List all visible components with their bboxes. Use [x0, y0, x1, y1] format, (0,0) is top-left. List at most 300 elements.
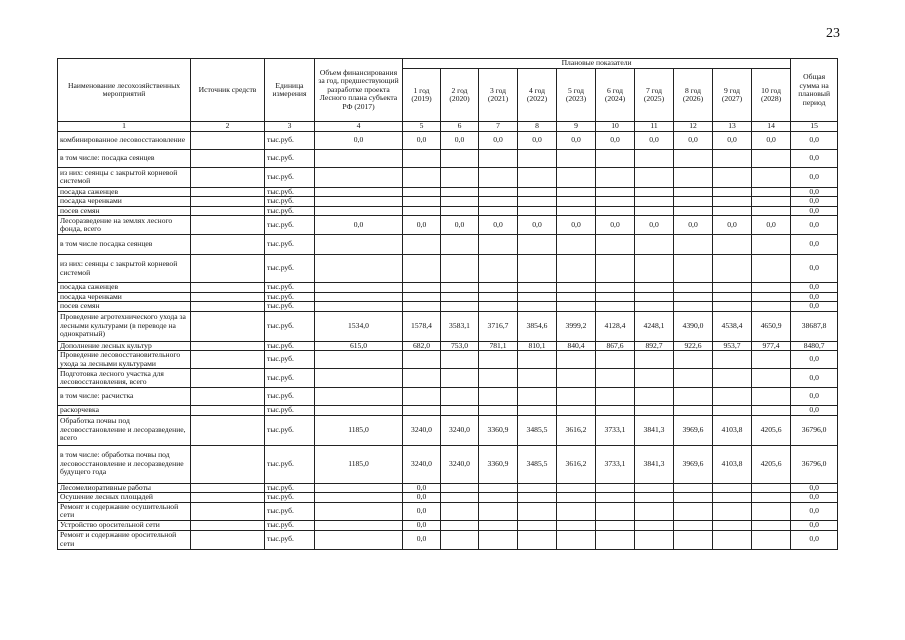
- header-funding-source: Источник средств: [191, 59, 265, 122]
- funding-source: [191, 415, 265, 445]
- year-value: [557, 406, 596, 416]
- activity-name: Ремонт и содержание осушительной сети: [58, 502, 191, 520]
- year-value: [557, 187, 596, 197]
- year-value: [713, 502, 752, 520]
- activity-name: Дополнение лесных культур: [58, 341, 191, 351]
- year-value: [479, 197, 518, 207]
- year-value: [479, 520, 518, 530]
- total-value: 0,0: [791, 493, 838, 503]
- year-value: [674, 197, 713, 207]
- year-value: [518, 483, 557, 493]
- year-value: 1578,4: [403, 311, 441, 341]
- year-value: [441, 197, 479, 207]
- column-number: 3: [265, 122, 315, 132]
- year-value: [752, 283, 791, 293]
- year-value: [441, 502, 479, 520]
- year-value: [596, 483, 635, 493]
- year-value: [713, 302, 752, 312]
- year-value: [518, 149, 557, 167]
- year-value: 682,0: [403, 341, 441, 351]
- funding-source: [191, 255, 265, 283]
- base-year-volume: 0,0: [315, 216, 403, 235]
- year-value: [752, 235, 791, 255]
- year-value: [518, 283, 557, 293]
- unit-cell: тыс.руб.: [265, 302, 315, 312]
- unit-cell: тыс.руб.: [265, 351, 315, 369]
- total-value: 0,0: [791, 369, 838, 388]
- year-value: [441, 406, 479, 416]
- base-year-volume: [315, 235, 403, 255]
- year-value: [441, 530, 479, 549]
- activity-name: посадка черенками: [58, 197, 191, 207]
- header-base-year-volume: Объем финансирования за год, предшествующий разработке проекта Лесного плана субъекта РФ (2017): [315, 59, 403, 122]
- funding-source: [191, 520, 265, 530]
- year-value: [557, 206, 596, 216]
- activity-name: из них: сеянцы с закрытой корневой системой: [58, 167, 191, 187]
- year-value: [557, 493, 596, 503]
- unit-cell: тыс.руб.: [265, 206, 315, 216]
- year-value: [596, 149, 635, 167]
- year-value: 4650,9: [752, 311, 791, 341]
- year-value: [557, 530, 596, 549]
- table-row: [58, 341, 838, 351]
- year-value: [674, 369, 713, 388]
- year-value: [596, 369, 635, 388]
- year-value: [752, 187, 791, 197]
- year-value: [674, 149, 713, 167]
- year-value: 0,0: [518, 216, 557, 235]
- year-value: [479, 187, 518, 197]
- year-value: [752, 388, 791, 406]
- year-value: 3240,0: [403, 415, 441, 445]
- year-value: [557, 292, 596, 302]
- funding-source: [191, 149, 265, 167]
- year-value: [557, 197, 596, 207]
- year-value: [479, 388, 518, 406]
- year-value: [635, 530, 674, 549]
- year-value: 840,4: [557, 341, 596, 351]
- year-value: [557, 167, 596, 187]
- base-year-volume: [315, 255, 403, 283]
- base-year-volume: [315, 302, 403, 312]
- year-value: [752, 206, 791, 216]
- year-value: [518, 520, 557, 530]
- year-value: [674, 283, 713, 293]
- base-year-volume: [315, 520, 403, 530]
- activity-name: в том числе посадка сеянцев: [58, 235, 191, 255]
- year-value: 3969,6: [674, 445, 713, 483]
- year-value: [441, 520, 479, 530]
- total-value: 0,0: [791, 167, 838, 187]
- year-value: [518, 502, 557, 520]
- unit-cell: тыс.руб.: [265, 235, 315, 255]
- year-value: [596, 255, 635, 283]
- year-value: 0,0: [403, 131, 441, 149]
- funding-source: [191, 502, 265, 520]
- year-value: [635, 149, 674, 167]
- year-value: [479, 283, 518, 293]
- year-value: [674, 483, 713, 493]
- year-value: [518, 197, 557, 207]
- year-value: 0,0: [403, 216, 441, 235]
- year-value: 0,0: [403, 520, 441, 530]
- header-year: 5 год (2023): [557, 69, 596, 122]
- funding-source: [191, 206, 265, 216]
- year-value: [752, 520, 791, 530]
- year-value: [596, 197, 635, 207]
- year-value: [441, 351, 479, 369]
- table-row: [58, 445, 838, 483]
- year-value: [635, 406, 674, 416]
- table-row: [58, 302, 838, 312]
- year-value: [674, 167, 713, 187]
- year-value: [596, 520, 635, 530]
- activity-name: Проведение агротехнического ухода за лесными культурами (в переводе на однократный): [58, 311, 191, 341]
- table-row: [58, 216, 838, 235]
- year-value: 0,0: [403, 502, 441, 520]
- table-row: [58, 388, 838, 406]
- year-value: 4128,4: [596, 311, 635, 341]
- unit-cell: тыс.руб.: [265, 216, 315, 235]
- year-value: [518, 388, 557, 406]
- column-number: 2: [191, 122, 265, 132]
- year-value: [713, 369, 752, 388]
- header-year: 10 год (2028): [752, 69, 791, 122]
- year-value: [674, 235, 713, 255]
- year-value: [518, 302, 557, 312]
- base-year-volume: 1185,0: [315, 445, 403, 483]
- year-value: [635, 255, 674, 283]
- year-value: [403, 369, 441, 388]
- unit-cell: тыс.руб.: [265, 149, 315, 167]
- total-value: 0,0: [791, 187, 838, 197]
- table-row: [58, 292, 838, 302]
- year-value: [518, 369, 557, 388]
- year-value: 0,0: [713, 216, 752, 235]
- year-value: [479, 167, 518, 187]
- table-row: [58, 255, 838, 283]
- year-value: 0,0: [635, 216, 674, 235]
- table-row: [58, 167, 838, 187]
- table-row: [58, 406, 838, 416]
- funding-source: [191, 483, 265, 493]
- year-value: [752, 149, 791, 167]
- year-value: 977,4: [752, 341, 791, 351]
- year-value: [713, 406, 752, 416]
- funding-source: [191, 445, 265, 483]
- year-value: 0,0: [713, 131, 752, 149]
- year-value: [557, 502, 596, 520]
- total-value: 36796,0: [791, 445, 838, 483]
- year-value: [635, 483, 674, 493]
- year-value: [441, 149, 479, 167]
- activity-name: раскорчевка: [58, 406, 191, 416]
- year-value: [596, 283, 635, 293]
- year-value: 3485,5: [518, 415, 557, 445]
- year-value: [518, 206, 557, 216]
- year-value: [635, 520, 674, 530]
- year-value: [635, 197, 674, 207]
- unit-cell: тыс.руб.: [265, 341, 315, 351]
- base-year-volume: [315, 149, 403, 167]
- year-value: 3240,0: [441, 415, 479, 445]
- activity-name: Проведение лесовосстановительного ухода за лесными культурами: [58, 351, 191, 369]
- header-year: 6 год (2024): [596, 69, 635, 122]
- table-row: [58, 311, 838, 341]
- year-value: [518, 530, 557, 549]
- year-value: [403, 235, 441, 255]
- total-value: 0,0: [791, 520, 838, 530]
- year-value: [752, 406, 791, 416]
- column-number: 10: [596, 122, 635, 132]
- base-year-volume: [315, 388, 403, 406]
- base-year-volume: [315, 483, 403, 493]
- year-value: [479, 292, 518, 302]
- activity-name: посев семян: [58, 302, 191, 312]
- table-row: [58, 493, 838, 503]
- header-total: Общая сумма на плановый период: [791, 59, 838, 122]
- column-number: 14: [752, 122, 791, 132]
- year-value: [635, 388, 674, 406]
- year-value: [441, 235, 479, 255]
- year-value: [518, 187, 557, 197]
- year-value: 810,1: [518, 341, 557, 351]
- year-value: 0,0: [403, 483, 441, 493]
- year-value: [635, 302, 674, 312]
- year-value: [713, 149, 752, 167]
- activity-name: Лесомелиоративные работы: [58, 483, 191, 493]
- year-value: [479, 206, 518, 216]
- base-year-volume: [315, 187, 403, 197]
- year-value: 0,0: [635, 131, 674, 149]
- year-value: [557, 351, 596, 369]
- year-value: [596, 302, 635, 312]
- year-value: [635, 493, 674, 503]
- year-value: [674, 292, 713, 302]
- header-year: 4 год (2022): [518, 69, 557, 122]
- year-value: 781,1: [479, 341, 518, 351]
- year-value: 0,0: [674, 216, 713, 235]
- year-value: [674, 520, 713, 530]
- funding-source: [191, 197, 265, 207]
- column-number: 13: [713, 122, 752, 132]
- total-value: 0,0: [791, 206, 838, 216]
- total-value: 0,0: [791, 197, 838, 207]
- year-value: 0,0: [596, 131, 635, 149]
- year-value: [557, 283, 596, 293]
- year-value: [441, 167, 479, 187]
- year-value: 0,0: [596, 216, 635, 235]
- activity-name: посев семян: [58, 206, 191, 216]
- year-value: [635, 369, 674, 388]
- year-value: [479, 530, 518, 549]
- year-value: 953,7: [713, 341, 752, 351]
- year-value: [403, 167, 441, 187]
- year-value: [479, 483, 518, 493]
- unit-cell: тыс.руб.: [265, 255, 315, 283]
- activity-name: Подготовка лесного участка для лесовосстановления, всего: [58, 369, 191, 388]
- unit-cell: тыс.руб.: [265, 520, 315, 530]
- unit-cell: тыс.руб.: [265, 187, 315, 197]
- year-value: [403, 283, 441, 293]
- base-year-volume: [315, 351, 403, 369]
- year-value: [596, 187, 635, 197]
- year-value: [674, 502, 713, 520]
- year-value: 0,0: [479, 216, 518, 235]
- base-year-volume: [315, 206, 403, 216]
- table-row: [58, 149, 838, 167]
- activity-name: посадка саженцев: [58, 283, 191, 293]
- year-value: [713, 167, 752, 187]
- year-value: [557, 483, 596, 493]
- activity-name: в том числе: посадка сеянцев: [58, 149, 191, 167]
- unit-cell: тыс.руб.: [265, 388, 315, 406]
- year-value: [674, 206, 713, 216]
- year-value: 0,0: [479, 131, 518, 149]
- funding-source: [191, 302, 265, 312]
- activity-name: посадка саженцев: [58, 187, 191, 197]
- forestry-plan-table: [57, 58, 838, 550]
- funding-source: [191, 388, 265, 406]
- year-value: 0,0: [557, 131, 596, 149]
- year-value: [713, 292, 752, 302]
- year-value: 4205,6: [752, 415, 791, 445]
- year-value: 4248,1: [635, 311, 674, 341]
- year-value: [441, 483, 479, 493]
- year-value: 3616,2: [557, 415, 596, 445]
- year-value: [403, 388, 441, 406]
- column-number: 8: [518, 122, 557, 132]
- year-value: [596, 406, 635, 416]
- column-number: 5: [403, 122, 441, 132]
- page-number: 23: [826, 26, 840, 41]
- total-value: 0,0: [791, 255, 838, 283]
- year-value: 3733,1: [596, 415, 635, 445]
- total-value: 0,0: [791, 283, 838, 293]
- year-value: [674, 493, 713, 503]
- header-unit: Единица измерения: [265, 59, 315, 122]
- column-number: 4: [315, 122, 403, 132]
- year-value: 3583,1: [441, 311, 479, 341]
- base-year-volume: [315, 167, 403, 187]
- column-number: 15: [791, 122, 838, 132]
- year-value: [752, 493, 791, 503]
- table-row: [58, 131, 838, 149]
- funding-source: [191, 292, 265, 302]
- year-value: [713, 388, 752, 406]
- total-value: 0,0: [791, 216, 838, 235]
- table-row: [58, 369, 838, 388]
- year-value: 3733,1: [596, 445, 635, 483]
- table-row: [58, 520, 838, 530]
- year-value: [403, 406, 441, 416]
- year-value: [713, 493, 752, 503]
- year-value: 0,0: [752, 131, 791, 149]
- column-number: 6: [441, 122, 479, 132]
- year-value: [674, 406, 713, 416]
- total-value: 0,0: [791, 406, 838, 416]
- year-value: [635, 502, 674, 520]
- year-value: [752, 351, 791, 369]
- header-year: 3 год (2021): [479, 69, 518, 122]
- year-value: [752, 292, 791, 302]
- year-value: [441, 187, 479, 197]
- year-value: [596, 235, 635, 255]
- total-value: 36796,0: [791, 415, 838, 445]
- year-value: [635, 187, 674, 197]
- base-year-volume: [315, 406, 403, 416]
- year-value: [752, 167, 791, 187]
- total-value: 0,0: [791, 131, 838, 149]
- year-value: [557, 149, 596, 167]
- header-year: 9 год (2027): [713, 69, 752, 122]
- funding-source: [191, 311, 265, 341]
- table-row: [58, 483, 838, 493]
- table-row: [58, 197, 838, 207]
- year-value: [752, 197, 791, 207]
- column-number: 12: [674, 122, 713, 132]
- unit-cell: тыс.руб.: [265, 483, 315, 493]
- year-value: [635, 235, 674, 255]
- year-value: [441, 302, 479, 312]
- year-value: [713, 206, 752, 216]
- year-value: [635, 206, 674, 216]
- funding-source: [191, 406, 265, 416]
- total-value: 0,0: [791, 483, 838, 493]
- base-year-volume: 1185,0: [315, 415, 403, 445]
- year-value: [674, 255, 713, 283]
- header-planned-indicators: Плановые показатели: [403, 59, 791, 69]
- year-value: 3616,2: [557, 445, 596, 483]
- year-value: [713, 351, 752, 369]
- year-value: [752, 369, 791, 388]
- year-value: [752, 530, 791, 549]
- year-value: [596, 502, 635, 520]
- year-value: [441, 255, 479, 283]
- year-value: [403, 292, 441, 302]
- year-value: [518, 493, 557, 503]
- year-value: [596, 493, 635, 503]
- year-value: 0,0: [403, 530, 441, 549]
- year-value: 3360,9: [479, 445, 518, 483]
- year-value: 3841,3: [635, 415, 674, 445]
- year-value: [518, 351, 557, 369]
- table-row: [58, 351, 838, 369]
- year-value: [713, 197, 752, 207]
- year-value: 3969,6: [674, 415, 713, 445]
- activity-name: Ремонт и содержание оросительной сети: [58, 530, 191, 549]
- year-value: [403, 351, 441, 369]
- year-value: [596, 167, 635, 187]
- funding-source: [191, 341, 265, 351]
- year-value: 3999,2: [557, 311, 596, 341]
- unit-cell: тыс.руб.: [265, 445, 315, 483]
- year-value: 3716,7: [479, 311, 518, 341]
- column-number-row: [58, 122, 838, 132]
- year-value: [479, 493, 518, 503]
- year-value: [674, 187, 713, 197]
- year-value: [713, 530, 752, 549]
- year-value: [403, 255, 441, 283]
- year-value: [635, 351, 674, 369]
- year-value: 0,0: [674, 131, 713, 149]
- funding-source: [191, 131, 265, 149]
- year-value: [518, 235, 557, 255]
- year-value: 0,0: [518, 131, 557, 149]
- activity-name: Лесоразведение на землях лесного фонда, всего: [58, 216, 191, 235]
- column-number: 7: [479, 122, 518, 132]
- funding-source: [191, 216, 265, 235]
